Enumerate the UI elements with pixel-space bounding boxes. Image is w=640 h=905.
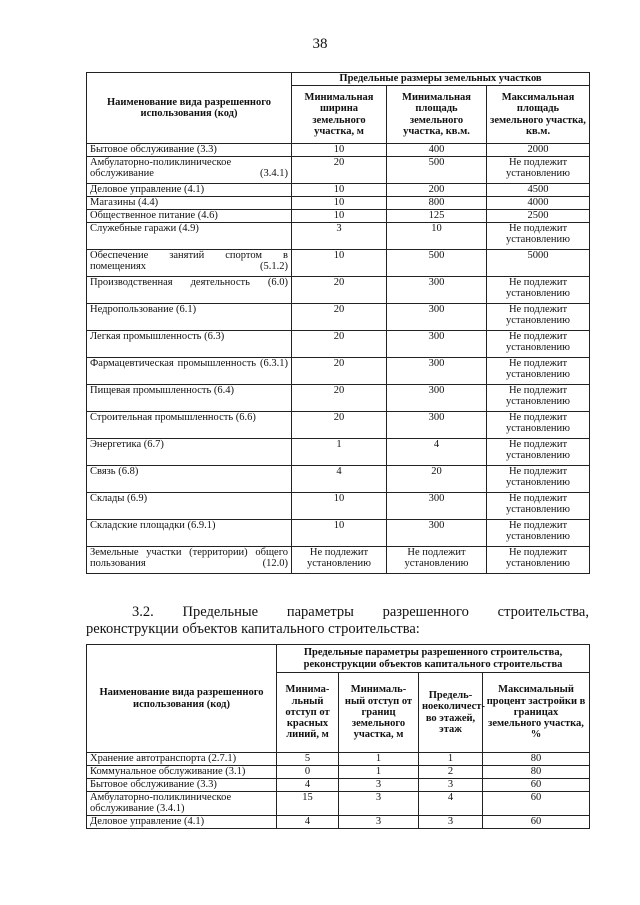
- row-value: 300: [387, 304, 487, 331]
- row-value: 800: [387, 197, 487, 210]
- row-value: 5: [277, 753, 339, 766]
- table-row: [87, 493, 590, 520]
- row-name: Магазины (4.4): [87, 197, 292, 210]
- row-name: Хранение автотранспорта (2.7.1): [87, 753, 277, 766]
- row-value: 20: [292, 412, 387, 439]
- row-value: 4500: [487, 184, 590, 197]
- row-value: 1: [419, 753, 483, 766]
- table-row: [87, 466, 590, 493]
- row-value: 3: [339, 816, 419, 829]
- row-name: Производственная деятельность (6.0): [87, 277, 292, 304]
- table2-group-header: Предельные параметры разрешенного строительства, реконструкции объектов капитального строительства: [277, 645, 590, 673]
- row-value: 60: [483, 792, 590, 816]
- table2-col-header: Предель-ноеколичест-во этажей, этаж: [419, 673, 483, 753]
- table-row: [87, 520, 590, 547]
- table-row: [87, 779, 590, 792]
- row-value: 4: [277, 816, 339, 829]
- row-value: 5000: [487, 250, 590, 277]
- row-value: 3: [339, 792, 419, 816]
- table-row: [87, 144, 590, 157]
- page-number: 38: [312, 36, 328, 52]
- row-value: 10: [292, 144, 387, 157]
- table2-col-header: Минима-льный отступ от красных линий, м: [277, 673, 339, 753]
- table-row: [87, 385, 590, 412]
- row-value: 60: [483, 816, 590, 829]
- table1-col-header: Минимальная площадь земельного участка, кв.м.: [387, 86, 487, 144]
- row-value: 80: [483, 766, 590, 779]
- row-name: Амбулаторно-поликлиническое обслуживание (3.4.1): [87, 157, 292, 184]
- table-row: [87, 547, 590, 574]
- table-row: [87, 277, 590, 304]
- row-name: Бытовое обслуживание (3.3): [87, 144, 292, 157]
- row-name: Земельные участки (территории) общего пользования (12.0): [87, 547, 292, 574]
- table-row: [87, 792, 590, 816]
- section-word: разрешенного: [382, 604, 469, 620]
- row-value: 500: [387, 250, 487, 277]
- row-name: Связь (6.8): [87, 466, 292, 493]
- section-number: 3.2.: [132, 604, 154, 620]
- table-row: [87, 816, 590, 829]
- construction-limits-table: [86, 644, 590, 829]
- row-value: 20: [387, 466, 487, 493]
- row-value: 10: [292, 493, 387, 520]
- row-value: 10: [292, 184, 387, 197]
- row-name: Склады (6.9): [87, 493, 292, 520]
- row-value: 3: [419, 779, 483, 792]
- row-value: 3: [339, 779, 419, 792]
- table-row: [87, 184, 590, 197]
- row-value: 2: [419, 766, 483, 779]
- row-name: Амбулаторно-поликлиническое обслуживание (3.4.1): [87, 792, 277, 816]
- row-name: Коммунальное обслуживание (3.1): [87, 766, 277, 779]
- row-value: 300: [387, 277, 487, 304]
- row-value: 20: [292, 385, 387, 412]
- row-value: 300: [387, 520, 487, 547]
- row-value: Не подлежит установлению: [487, 277, 590, 304]
- row-value: Не подлежит установлению: [487, 385, 590, 412]
- row-value: Не подлежит установлению: [487, 412, 590, 439]
- row-value: Не подлежит установлению: [487, 157, 590, 184]
- table-row: [87, 412, 590, 439]
- row-value: Не подлежит установлению: [487, 493, 590, 520]
- table-row: [87, 157, 590, 184]
- row-value: 3: [292, 223, 387, 250]
- row-value: 300: [387, 412, 487, 439]
- table1-col-header: Минимальная ширина земельного участка, м: [292, 86, 387, 144]
- table-row: [87, 197, 590, 210]
- row-value: 15: [277, 792, 339, 816]
- row-value: 20: [292, 277, 387, 304]
- table1-col-header: Максимальная площадь земельного участка, кв.м.: [487, 86, 590, 144]
- row-name: Общественное питание (4.6): [87, 210, 292, 223]
- row-name: Энергетика (6.7): [87, 439, 292, 466]
- row-name: Деловое управление (4.1): [87, 816, 277, 829]
- row-value: Не подлежит установлению: [487, 520, 590, 547]
- row-value: 1: [339, 753, 419, 766]
- table1-group-header: Предельные размеры земельных участков: [292, 73, 590, 86]
- row-value: 60: [483, 779, 590, 792]
- table-row: [87, 331, 590, 358]
- row-value: 10: [292, 197, 387, 210]
- table1-name-header: Наименование вида разрешенного использования (код): [87, 73, 292, 144]
- row-value: 300: [387, 331, 487, 358]
- row-name: Строительная промышленность (6.6): [87, 412, 292, 439]
- row-value: 1: [339, 766, 419, 779]
- row-value: Не подлежит установлению: [487, 358, 590, 385]
- section-word: Предельные: [182, 604, 259, 620]
- section-word: строительства,: [497, 604, 589, 620]
- row-value: 2000: [487, 144, 590, 157]
- row-value: Не подлежит установлению: [487, 223, 590, 250]
- row-value: 200: [387, 184, 487, 197]
- table-row: [87, 766, 590, 779]
- row-value: 4: [419, 792, 483, 816]
- row-name: Служебные гаражи (4.9): [87, 223, 292, 250]
- table-row: [87, 304, 590, 331]
- row-value: 20: [292, 358, 387, 385]
- row-value: 500: [387, 157, 487, 184]
- row-value: 20: [292, 304, 387, 331]
- row-value: Не подлежит установлению: [487, 439, 590, 466]
- table2-col-header: Минималь-ный отступ от границ земельного участка, м: [339, 673, 419, 753]
- row-value: Не подлежит установлению: [487, 331, 590, 358]
- row-name: Легкая промышленность (6.3): [87, 331, 292, 358]
- row-name: Бытовое обслуживание (3.3): [87, 779, 277, 792]
- row-value: 10: [292, 250, 387, 277]
- row-value: 0: [277, 766, 339, 779]
- row-value: 300: [387, 385, 487, 412]
- row-value: 20: [292, 331, 387, 358]
- table2-col-header: Максимальный процент застройки в границах земельного участка, %: [483, 673, 590, 753]
- row-value: 20: [292, 157, 387, 184]
- row-value: Не подлежит установлению: [487, 304, 590, 331]
- row-name: Обеспечение занятий спортом в помещениях (5.1.2): [87, 250, 292, 277]
- table-row: [87, 439, 590, 466]
- table-row: [87, 753, 590, 766]
- section-3-2-paragraph: [86, 604, 589, 638]
- row-value: 1: [292, 439, 387, 466]
- row-value: 10: [292, 210, 387, 223]
- table-row: [87, 210, 590, 223]
- row-value: Не подлежит установлению: [292, 547, 387, 574]
- row-value: 300: [387, 358, 487, 385]
- row-name: Фармацевтическая промышленность (6.3.1): [87, 358, 292, 385]
- row-value: Не подлежит установлению: [387, 547, 487, 574]
- row-name: Деловое управление (4.1): [87, 184, 292, 197]
- land-plot-limits-table: [86, 72, 590, 574]
- row-value: 400: [387, 144, 487, 157]
- table2-name-header: Наименование вида разрешенного использования (код): [87, 645, 277, 753]
- row-value: Не подлежит установлению: [487, 466, 590, 493]
- section-line-2: реконструкции объектов капитального строительства:: [86, 621, 420, 637]
- row-value: 10: [292, 520, 387, 547]
- row-value: 3: [419, 816, 483, 829]
- row-value: 4000: [487, 197, 590, 210]
- section-word: параметры: [286, 604, 354, 620]
- table-row: [87, 223, 590, 250]
- row-name: Складские площадки (6.9.1): [87, 520, 292, 547]
- row-name: Недропользование (6.1): [87, 304, 292, 331]
- row-value: 2500: [487, 210, 590, 223]
- row-value: Не подлежит установлению: [487, 547, 590, 574]
- row-value: 10: [387, 223, 487, 250]
- table-row: [87, 358, 590, 385]
- table-row: [87, 250, 590, 277]
- row-name: Пищевая промышленность (6.4): [87, 385, 292, 412]
- row-value: 4: [277, 779, 339, 792]
- row-value: 300: [387, 493, 487, 520]
- row-value: 4: [292, 466, 387, 493]
- row-value: 125: [387, 210, 487, 223]
- row-value: 4: [387, 439, 487, 466]
- row-value: 80: [483, 753, 590, 766]
